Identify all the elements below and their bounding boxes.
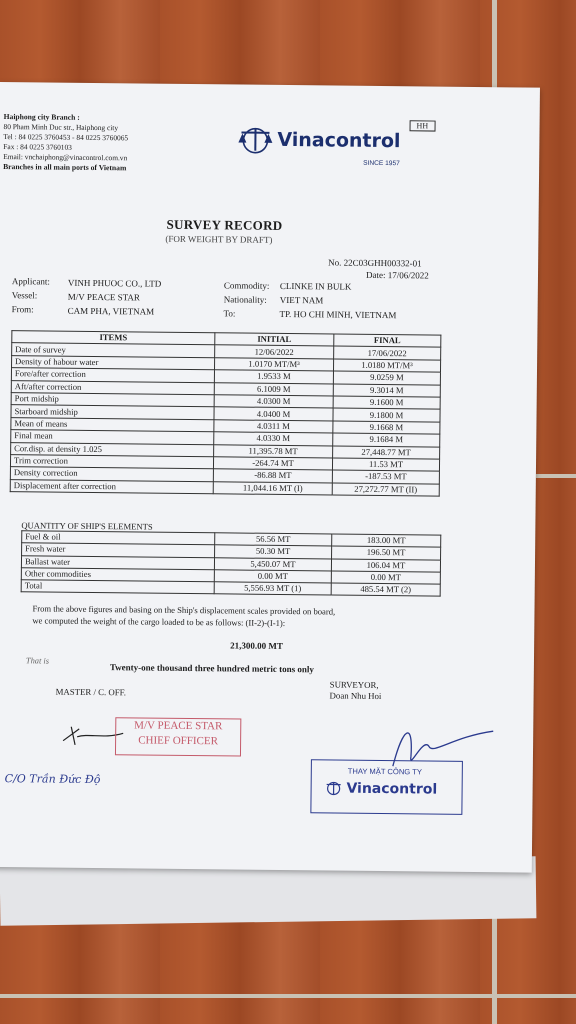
- cell-initial: 4.0400 M: [214, 407, 333, 421]
- wall-grout: [536, 474, 576, 478]
- conclusion-text: [32, 602, 432, 630]
- cell-initial: -264.74 MT: [213, 457, 332, 471]
- wall-grout: [0, 994, 576, 998]
- commodity-label: Commodity:: [223, 280, 270, 291]
- cell-item: Cor.disp. at density 1.025: [11, 442, 214, 457]
- cell-initial: 56.56 MT: [215, 533, 332, 547]
- conclusion-line-1: From the above figures and basing on the Ship's displacement scales provided on board,: [32, 603, 336, 617]
- cell-item: Starboard midship: [11, 405, 214, 420]
- quantity-section-title: QUANTITY OF SHIP'S ELEMENTS: [21, 520, 153, 532]
- surveyor-block: [330, 679, 382, 702]
- branch-address: 80 Pham Minh Duc str., Haiphong city: [3, 122, 119, 133]
- cell-final: 9.1684 M: [333, 433, 440, 447]
- since-label: SINCE 1957: [363, 159, 400, 168]
- cell-final: 27,448.77 MT: [333, 446, 440, 460]
- column-header-final: FINAL: [334, 334, 441, 348]
- to-label: To:: [223, 308, 236, 319]
- cell-initial: 11,395.78 MT: [214, 444, 333, 458]
- cell-item: Trim correction: [10, 455, 213, 470]
- scales-icon: [326, 781, 342, 795]
- vinacontrol-logo: [237, 124, 400, 156]
- surveyor-title: SURVEYOR,: [329, 679, 379, 690]
- handwritten-name: C/O Trần Đức Độ: [4, 772, 101, 787]
- cell-final: 27,272.77 MT (II): [332, 483, 439, 497]
- branch-name: Haiphong city Branch :: [3, 112, 80, 122]
- stamp-on-behalf: THAY MẶT CÔNG TY: [347, 766, 422, 777]
- commodity-value: CLINKE IN BULK: [279, 280, 352, 292]
- cell-initial: 5,450.07 MT: [214, 557, 331, 571]
- reference-number: No. 22C03GHH00332-01: [328, 257, 422, 269]
- chief-officer-stamp: [115, 717, 241, 756]
- ship-elements-table: [21, 530, 442, 597]
- cell-item: Mean of means: [11, 417, 214, 432]
- cell-initial: 12/06/2022: [215, 345, 334, 359]
- weight-in-words: Twenty-one thousand three hundred metric tons only: [109, 662, 314, 675]
- cell-initial: 0.00 MT: [214, 570, 331, 584]
- cell-item: Other commodities: [21, 568, 214, 582]
- survey-record-document: [0, 82, 540, 873]
- cell-final: 485.54 MT (2): [331, 583, 440, 596]
- cell-item: Final mean: [11, 430, 214, 445]
- applicant-label: Applicant:: [11, 276, 50, 287]
- cell-initial: 11,044.16 MT (I): [213, 481, 332, 495]
- document-title: SURVEY RECORD: [166, 216, 283, 233]
- cell-item: Displacement after correction: [10, 479, 213, 494]
- vinacontrol-stamp: [310, 759, 463, 815]
- cargo-weight: 21,300.00 MT: [230, 640, 283, 651]
- cell-item: Fuel & oil: [22, 531, 215, 545]
- stamp-vessel: M/V PEACE STAR: [134, 719, 223, 733]
- cell-item: Ballast water: [21, 555, 214, 569]
- nationality-label: Nationality:: [223, 294, 267, 305]
- cell-final: 9.3014 M: [333, 384, 440, 398]
- document-subtitle: (FOR WEIGHT BY DRAFT): [165, 233, 273, 245]
- cell-item: Fore/after correction: [11, 368, 214, 383]
- cell-item: Density of habour water: [12, 355, 215, 370]
- cell-initial: 4.0300 M: [214, 395, 333, 409]
- branch-fax: Fax : 84 0225 3760103: [3, 142, 72, 152]
- document-date: Date: 17/06/2022: [365, 269, 429, 281]
- cell-initial: 6.1009 M: [214, 382, 333, 396]
- vessel-label: Vessel:: [11, 290, 38, 301]
- cell-item: Fresh water: [22, 543, 215, 557]
- nationality-value: VIET NAM: [279, 294, 324, 306]
- cell-item: Density correction: [10, 467, 213, 482]
- branches-note: Branches in all main ports of Vietnam: [3, 162, 127, 173]
- cell-final: 9.1668 M: [333, 421, 440, 435]
- that-is-label: That is: [25, 656, 50, 666]
- conclusion-line-2: we computed the weight of the cargo loaded to be as follows: (II-2)-(I-1):: [32, 615, 286, 629]
- cell-final: 9.0259 M: [333, 371, 440, 385]
- cell-final: 1.0180 MT/M³: [333, 359, 440, 373]
- vessel-value: M/V PEACE STAR: [67, 291, 140, 303]
- scales-icon: [237, 124, 273, 154]
- cell-final: 11.53 MT: [332, 458, 439, 472]
- from-value: CAM PHA, VIETNAM: [67, 305, 155, 317]
- surveyor-name: Doan Nhu Hoi: [329, 690, 382, 702]
- company-name: Vinacontrol: [277, 128, 401, 153]
- cell-initial: 4.0330 M: [214, 432, 333, 446]
- branch-address-block: [3, 112, 128, 173]
- cell-final: 196.50 MT: [332, 546, 441, 559]
- column-header-initial: INITIAL: [215, 333, 334, 347]
- cell-initial: 4.0311 M: [214, 419, 333, 433]
- applicant-value: VINH PHUOC CO., LTD: [67, 277, 162, 289]
- cell-item: Total: [21, 580, 214, 594]
- cell-initial: 1.9533 M: [214, 370, 333, 384]
- branch-tel: Tel : 84 0225 3760453 - 84 0225 3760065: [3, 132, 129, 143]
- cell-final: -187.53 MT: [332, 470, 439, 484]
- master-label: MASTER / C. OFF.: [55, 686, 127, 698]
- stamp-company: [326, 780, 438, 797]
- stamp-rank: CHIEF OFFICER: [138, 734, 219, 748]
- stamp-company-name: Vinacontrol: [346, 780, 438, 798]
- cell-final: 9.1600 M: [333, 396, 440, 410]
- cell-item: Date of survey: [12, 343, 215, 358]
- cell-final: 9.1800 M: [333, 408, 440, 422]
- from-label: From:: [11, 304, 34, 315]
- cell-final: 183.00 MT: [332, 534, 441, 547]
- cell-final: 0.00 MT: [331, 571, 440, 584]
- cell-final: 17/06/2022: [334, 346, 441, 360]
- cell-item: Aft/after correction: [11, 380, 214, 395]
- cell-initial: 50.30 MT: [215, 545, 332, 559]
- branch-email: Email: vnchaiphong@vinacontrol.com.vn: [3, 152, 128, 163]
- cell-item: Port midship: [11, 393, 214, 408]
- draft-survey-table: [10, 330, 442, 497]
- branch-code-box: HH: [410, 120, 436, 131]
- column-header-items: ITEMS: [12, 331, 215, 346]
- cell-initial: -86.88 MT: [213, 469, 332, 483]
- cell-final: 106.04 MT: [331, 559, 440, 572]
- cell-initial: 5,556.93 MT (1): [214, 582, 331, 596]
- to-value: TP. HO CHI MINH, VIETNAM: [279, 308, 397, 321]
- cell-initial: 1.0170 MT/M³: [214, 358, 333, 372]
